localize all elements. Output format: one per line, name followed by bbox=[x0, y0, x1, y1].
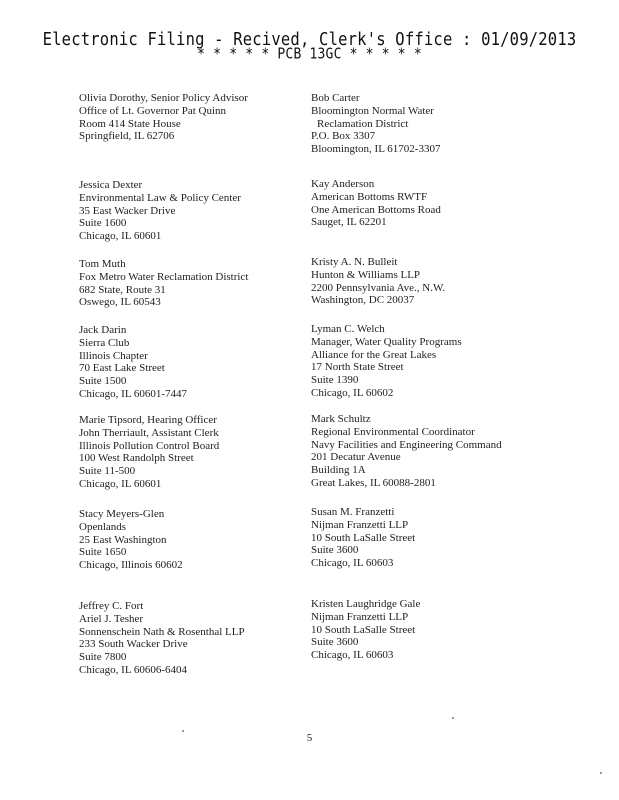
contact-name: Bob Carter bbox=[311, 92, 360, 104]
right-address-block bbox=[311, 256, 445, 307]
left-address-block bbox=[79, 179, 241, 243]
address-line: One American Bottoms Road bbox=[311, 203, 441, 216]
contact-name: Jessica Dexter bbox=[79, 179, 143, 191]
address-line: Suite 3600 bbox=[311, 636, 359, 649]
contact-name: Jack Darin bbox=[79, 324, 127, 336]
left-address-block bbox=[79, 600, 245, 677]
address-line: Great Lakes, IL 60088-2801 bbox=[311, 476, 436, 489]
page-number: 5 bbox=[306, 732, 313, 744]
address-line: 17 North State Street bbox=[311, 361, 404, 374]
address-line: Illinois Chapter bbox=[79, 349, 148, 362]
address-line: Chicago, IL 60603 bbox=[311, 557, 394, 570]
address-line: Bloomington, IL 61702-3307 bbox=[311, 143, 441, 156]
scan-speck bbox=[452, 717, 454, 719]
left-address-block bbox=[79, 508, 183, 572]
filing-stamp-line: Electronic Filing - Recived, Clerk's Office : 01/09/2013 bbox=[42, 28, 577, 50]
address-line: John Therriault, Assistant Clerk bbox=[79, 426, 219, 439]
contact-name: Olivia Dorothy, Senior Policy Advisor bbox=[79, 92, 248, 104]
address-line: Building 1A bbox=[311, 464, 366, 477]
address-line: American Bottoms RWTF bbox=[311, 190, 428, 203]
address-line: Chicago, IL 60601 bbox=[79, 230, 162, 243]
address-line: 70 East Lake Street bbox=[79, 362, 165, 375]
case-number-line: * * * * * PCB 13GC * * * * * bbox=[197, 45, 422, 64]
address-line: 25 East Washington bbox=[79, 533, 167, 546]
contact-name: Kristy A. N. Bulleit bbox=[311, 256, 398, 268]
right-address-block bbox=[311, 413, 502, 490]
right-address-block bbox=[311, 92, 440, 156]
address-line: Chicago, IL 60601 bbox=[79, 477, 162, 490]
address-line: Springfield, IL 62706 bbox=[79, 130, 175, 143]
right-address-block bbox=[311, 598, 420, 662]
contact-name: Kristen Laughridge Gale bbox=[311, 598, 421, 610]
address-line: 682 State, Route 31 bbox=[79, 283, 166, 296]
address-line: Suite 1390 bbox=[311, 374, 359, 387]
address-line: Chicago, IL 60602 bbox=[311, 386, 394, 399]
contact-name: Kay Anderson bbox=[311, 178, 375, 190]
address-line: Sonnenschein Nath & Rosenthal LLP bbox=[79, 625, 245, 638]
address-line: 2200 Pennsylvania Ave., N.W. bbox=[311, 281, 446, 294]
address-line: Suite 1500 bbox=[79, 375, 127, 388]
address-line: Ariel J. Tesher bbox=[79, 612, 144, 625]
address-line: Hunton & Williams LLP bbox=[311, 268, 421, 281]
address-line: Regional Environmental Coordinator bbox=[311, 425, 475, 438]
left-address-block bbox=[79, 92, 248, 143]
contact-name: Marie Tipsord, Hearing Officer bbox=[79, 414, 217, 426]
address-line: Room 414 State House bbox=[79, 117, 181, 130]
left-address-block bbox=[79, 324, 187, 401]
contact-name: Stacy Meyers-Glen bbox=[79, 508, 165, 520]
address-line: Fox Metro Water Reclamation District bbox=[79, 270, 249, 283]
address-line: Suite 1650 bbox=[79, 546, 127, 559]
address-line: Office of Lt. Governor Pat Quinn bbox=[79, 104, 227, 117]
address-line: 10 South LaSalle Street bbox=[311, 531, 416, 544]
address-line: Washington, DC 20037 bbox=[311, 294, 415, 307]
address-line: Chicago, IL 60601-7447 bbox=[79, 387, 188, 400]
contact-name: Tom Muth bbox=[79, 258, 126, 270]
left-address-block bbox=[79, 414, 219, 491]
address-line: Suite 11-500 bbox=[79, 465, 136, 478]
address-line: Chicago, Illinois 60602 bbox=[79, 559, 183, 572]
address-line: 10 South LaSalle Street bbox=[311, 623, 416, 636]
address-line: Bloomington Normal Water bbox=[311, 104, 434, 117]
address-line: 100 West Randolph Street bbox=[79, 452, 194, 465]
address-line: Manager, Water Quality Programs bbox=[311, 335, 462, 348]
address-line: Alliance for the Great Lakes bbox=[311, 348, 437, 361]
contact-name: Mark Schultz bbox=[311, 413, 371, 425]
contact-name: Susan M. Franzetti bbox=[311, 506, 395, 518]
address-line: Oswego, IL 60543 bbox=[79, 296, 161, 309]
address-line: 35 East Wacker Drive bbox=[79, 204, 176, 217]
address-line: Navy Facilities and Engineering Command bbox=[311, 438, 502, 451]
address-line: 233 South Wacker Drive bbox=[79, 638, 188, 651]
address-line: Suite 3600 bbox=[311, 544, 359, 557]
address-line: Environmental Law & Policy Center bbox=[79, 191, 241, 204]
address-line: Nijman Franzetti LLP bbox=[311, 610, 409, 623]
address-line: 201 Decatur Avenue bbox=[311, 451, 401, 464]
right-address-block bbox=[311, 506, 415, 570]
scan-speck bbox=[182, 730, 184, 732]
address-line: P.O. Box 3307 bbox=[311, 130, 376, 143]
left-address-block bbox=[79, 258, 248, 309]
contact-name: Jeffrey C. Fort bbox=[79, 600, 144, 612]
contact-name: Lyman C. Welch bbox=[311, 323, 385, 335]
address-line: Suite 1600 bbox=[79, 217, 127, 230]
right-address-block bbox=[311, 323, 462, 400]
address-line: Sauget, IL 62201 bbox=[311, 216, 387, 229]
address-line: Suite 7800 bbox=[79, 651, 127, 664]
address-line: Reclamation District bbox=[317, 117, 409, 130]
address-line: Sierra Club bbox=[79, 336, 130, 349]
address-line: Illinois Pollution Control Board bbox=[79, 439, 220, 452]
address-line: Chicago, IL 60606-6404 bbox=[79, 663, 188, 676]
address-line: Nijman Franzetti LLP bbox=[311, 518, 409, 531]
address-line: Openlands bbox=[79, 520, 127, 533]
scan-speck bbox=[600, 772, 602, 774]
right-address-block bbox=[311, 178, 441, 229]
address-line: Chicago, IL 60603 bbox=[311, 649, 394, 662]
